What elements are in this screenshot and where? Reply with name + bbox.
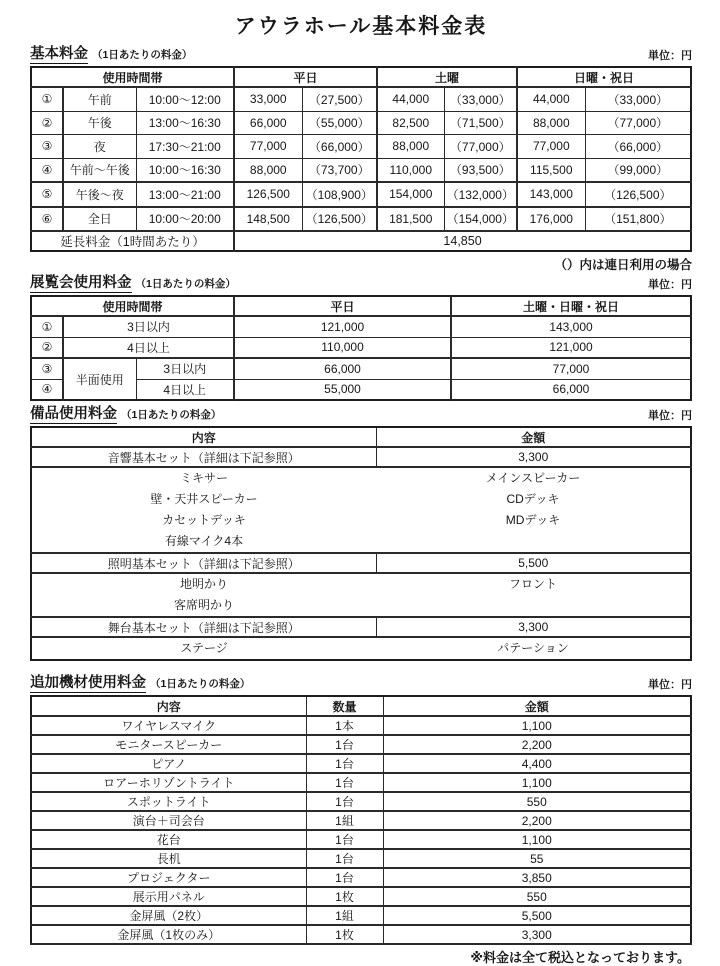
basic-cell-sup: （77,000） [585, 111, 691, 135]
consecutive-day-note: （）内は連日利用の場合 [554, 258, 692, 272]
extension-fee-label: 延長料金（1時間あたり） [31, 231, 234, 251]
basic-cell-sa: 44,000 [377, 87, 444, 111]
weekend-price: 121,000 [451, 337, 691, 358]
set-label: 照明基本セット（詳細は下記参照） [31, 553, 376, 573]
equipment-section-header [30, 406, 692, 424]
basic-cell-no: ④ [31, 158, 63, 182]
additional-cell-item: ロアーホリゾントライト [31, 773, 306, 792]
additional-cell-item: 展示用パネル [31, 887, 306, 906]
basic-row [31, 207, 691, 232]
additional-cell-qty: 1台 [306, 754, 383, 773]
equipment-header-row [31, 427, 691, 447]
basic-cell-wd: 126,500 [234, 182, 302, 207]
equipment-detail-row [31, 637, 691, 660]
additional-row [31, 849, 691, 868]
equipment-fee-section [30, 406, 692, 661]
additional-cell-price: 550 [383, 887, 691, 906]
basic-cell-wdp: （73,700） [302, 158, 377, 182]
equipment-heading-subtext: （1日あたりの料金） [121, 409, 222, 421]
detail-right-cell [376, 467, 691, 553]
equipment-detail-row [31, 573, 691, 617]
col-header-weekday: 平日 [234, 67, 377, 87]
detail-item: 客席明かり [173, 598, 234, 612]
basic-cell-wdp: （66,000） [302, 135, 377, 159]
basic-cell-su: 143,000 [517, 182, 585, 207]
additional-row [31, 754, 691, 773]
extension-fee-row [31, 231, 691, 251]
exhibition-heading-subtext: （1日あたりの料金） [135, 278, 236, 290]
additional-cell-qty: 1台 [306, 830, 383, 849]
basic-fee-table [30, 66, 692, 252]
set-price: 5,500 [376, 553, 691, 573]
basic-cell-name: 午前 [63, 87, 136, 111]
exhibition-fee-section [30, 275, 692, 401]
basic-fee-section [30, 46, 692, 273]
detail-item: 有線マイク4本 [164, 534, 244, 548]
detail-item: ステージ [180, 641, 228, 655]
additional-fee-section [30, 675, 692, 966]
basic-cell-sa: 181,500 [377, 207, 444, 232]
basic-heading-subtext: （1日あたりの料金） [92, 49, 193, 61]
basic-cell-time: 13:00～16:30 [136, 111, 234, 135]
basic-cell-sa: 110,000 [377, 158, 444, 182]
basic-cell-name: 全日 [63, 207, 136, 232]
weekday-price: 121,000 [234, 316, 451, 337]
basic-cell-su: 115,500 [517, 158, 585, 182]
exhibition-section-header [30, 275, 692, 293]
basic-cell-sup: （66,000） [585, 135, 691, 159]
equipment-detail-row [31, 467, 691, 553]
basic-cell-wdp: （126,500） [302, 207, 377, 232]
equipment-fee-table [30, 426, 692, 661]
set-price: 3,300 [376, 617, 691, 637]
detail-item: メインスピーカー [485, 471, 581, 485]
extension-fee-value: 14,850 [234, 231, 691, 251]
basic-cell-su: 88,000 [517, 111, 585, 135]
weekend-price: 143,000 [451, 316, 691, 337]
row-number: ④ [31, 379, 63, 400]
additional-cell-qty: 1台 [306, 849, 383, 868]
row-number: ① [31, 316, 63, 337]
col-header-price: 金額 [376, 427, 691, 447]
basic-heading-text: 基本料金 [30, 46, 88, 62]
basic-cell-wd: 33,000 [234, 87, 302, 111]
additional-cell-item: モニタースピーカー [31, 735, 306, 754]
period-label: 3日以内 [63, 316, 234, 337]
additional-cell-qty: 1組 [306, 811, 383, 830]
exhibition-section-heading [30, 275, 236, 293]
col-header-weekday: 平日 [234, 296, 451, 316]
basic-cell-wd: 148,500 [234, 207, 302, 232]
additional-cell-item: 長机 [31, 849, 306, 868]
detail-left-cell [31, 637, 376, 660]
half-floor-label: 半面使用 [63, 358, 136, 400]
additional-cell-item: 金屏風（1枚のみ） [31, 925, 306, 944]
basic-header-row [31, 67, 691, 87]
set-price: 3,300 [376, 447, 691, 467]
exhibition-row [31, 358, 691, 379]
additional-row [31, 735, 691, 754]
basic-cell-sa: 154,000 [377, 182, 444, 207]
basic-row [31, 111, 691, 135]
basic-cell-su: 176,000 [517, 207, 585, 232]
additional-cell-item: 演台＋司会台 [31, 811, 306, 830]
equipment-heading-text: 備品使用料金 [30, 406, 117, 422]
basic-row [31, 182, 691, 207]
basic-cell-wd: 88,000 [234, 158, 302, 182]
basic-cell-no: ② [31, 111, 63, 135]
period-label: 4日以上 [136, 379, 234, 400]
additional-section-heading [30, 675, 250, 693]
additional-section-header [30, 675, 692, 693]
detail-item: CDデッキ [506, 492, 560, 506]
additional-heading-text: 追加機材使用料金 [30, 675, 146, 691]
set-label: 音響基本セット（詳細は下記参照） [31, 447, 376, 467]
basic-section-header [30, 46, 692, 64]
additional-heading-subtext: （1日あたりの料金） [150, 678, 251, 690]
page-title: アウラホール基本料金表 [234, 15, 488, 38]
basic-cell-no: ⑤ [31, 182, 63, 207]
additional-cell-price: 3,300 [383, 925, 691, 944]
col-header-content: 内容 [31, 696, 306, 716]
equipment-section-heading [30, 406, 221, 424]
basic-cell-wdp: （55,000） [302, 111, 377, 135]
basic-cell-wd: 77,000 [234, 135, 302, 159]
col-header-sunday-holiday: 日曜・祝日 [517, 67, 691, 87]
exhibition-row [31, 337, 691, 358]
detail-item: フロント [508, 577, 557, 591]
exhibition-fee-table [30, 295, 692, 401]
weekend-price: 77,000 [451, 358, 691, 379]
basic-cell-su: 44,000 [517, 87, 585, 111]
basic-row [31, 87, 691, 111]
additional-cell-price: 2,200 [383, 735, 691, 754]
basic-cell-time: 10:00～16:30 [136, 158, 234, 182]
basic-cell-sup: （126,500） [585, 182, 691, 207]
basic-cell-wd: 66,000 [234, 111, 302, 135]
detail-left-cell [31, 573, 376, 617]
basic-cell-sup: （33,000） [585, 87, 691, 111]
basic-cell-sap: （77,000） [444, 135, 517, 159]
unit-label-additional: 単位：円 [648, 679, 692, 691]
basic-cell-time: 10:00～20:00 [136, 207, 234, 232]
additional-cell-qty: 1台 [306, 792, 383, 811]
detail-right-cell [376, 637, 691, 660]
row-number: ② [31, 337, 63, 358]
additional-cell-qty: 1本 [306, 716, 383, 735]
row-number: ③ [31, 358, 63, 379]
basic-row [31, 135, 691, 159]
weekday-price: 55,000 [234, 379, 451, 400]
basic-cell-sa: 82,500 [377, 111, 444, 135]
basic-cell-sa: 88,000 [377, 135, 444, 159]
basic-cell-no: ③ [31, 135, 63, 159]
basic-cell-sap: （93,500） [444, 158, 517, 182]
additional-cell-qty: 1台 [306, 735, 383, 754]
basic-cell-sap: （33,000） [444, 87, 517, 111]
additional-row [31, 887, 691, 906]
basic-cell-su: 77,000 [517, 135, 585, 159]
detail-item: MDデッキ [505, 513, 561, 527]
additional-cell-qty: 1台 [306, 773, 383, 792]
additional-cell-price: 1,100 [383, 773, 691, 792]
basic-cell-no: ① [31, 87, 63, 111]
detail-item: 地明かり [179, 577, 228, 591]
additional-fee-table [30, 695, 692, 945]
additional-cell-price: 2,200 [383, 811, 691, 830]
additional-cell-price: 550 [383, 792, 691, 811]
unit-label-basic: 単位：円 [648, 50, 692, 62]
basic-cell-wdp: （27,500） [302, 87, 377, 111]
col-header-time-slot: 使用時間帯 [31, 67, 234, 87]
weekday-price: 66,000 [234, 358, 451, 379]
additional-cell-price: 4,400 [383, 754, 691, 773]
additional-cell-qty: 1組 [306, 906, 383, 925]
detail-item: カセットデッキ [162, 513, 246, 527]
additional-cell-price: 3,850 [383, 868, 691, 887]
additional-cell-item: スポットライト [31, 792, 306, 811]
basic-cell-sup: （99,000） [585, 158, 691, 182]
additional-cell-qty: 1台 [306, 868, 383, 887]
additional-row [31, 925, 691, 944]
exhibition-heading-text: 展覧会使用料金 [30, 275, 132, 291]
additional-cell-price: 1,100 [383, 716, 691, 735]
col-header-saturday: 土曜 [377, 67, 517, 87]
additional-cell-item: ピアノ [31, 754, 306, 773]
detail-item: 壁・天井スピーカー [150, 492, 258, 506]
col-header-quantity: 数量 [306, 696, 383, 716]
basic-cell-time: 13:00～21:00 [136, 182, 234, 207]
period-label: 3日以内 [136, 358, 234, 379]
basic-cell-name: 夜 [63, 135, 136, 159]
unit-label-equipment: 単位：円 [648, 410, 692, 422]
exhibition-row [31, 316, 691, 337]
basic-cell-name: 午前～午後 [63, 158, 136, 182]
col-header-content: 内容 [31, 427, 376, 447]
additional-cell-price: 5,500 [383, 906, 691, 925]
equipment-set-row [31, 617, 691, 637]
col-header-weekend-holiday: 土曜・日曜・祝日 [451, 296, 691, 316]
additional-cell-item: 花台 [31, 830, 306, 849]
additional-cell-qty: 1枚 [306, 925, 383, 944]
basic-cell-name: 午後 [63, 111, 136, 135]
basic-cell-no: ⑥ [31, 207, 63, 232]
additional-header-row [31, 696, 691, 716]
basic-row [31, 158, 691, 182]
additional-cell-price: 55 [383, 849, 691, 868]
additional-row [31, 792, 691, 811]
additional-cell-qty: 1枚 [306, 887, 383, 906]
equipment-set-row [31, 447, 691, 467]
basic-cell-time: 17:30～21:00 [136, 135, 234, 159]
col-header-price: 金額 [383, 696, 691, 716]
tax-included-note: ※料金は全て税込となっております。 [470, 950, 690, 965]
basic-cell-sap: （132,000） [444, 182, 517, 207]
basic-cell-sap: （154,000） [444, 207, 517, 232]
additional-row [31, 811, 691, 830]
basic-section-heading [30, 46, 192, 64]
additional-row [31, 868, 691, 887]
weekend-price: 66,000 [451, 379, 691, 400]
col-header-time-slot: 使用時間帯 [31, 296, 234, 316]
additional-row [31, 716, 691, 735]
additional-cell-price: 1,100 [383, 830, 691, 849]
additional-cell-item: プロジェクター [31, 868, 306, 887]
additional-row [31, 773, 691, 792]
basic-cell-sap: （71,500） [444, 111, 517, 135]
weekday-price: 110,000 [234, 337, 451, 358]
additional-row [31, 906, 691, 925]
detail-right-cell [376, 573, 691, 617]
equipment-set-row [31, 553, 691, 573]
exhibition-header-row [31, 296, 691, 316]
additional-cell-item: ワイヤレスマイク [31, 716, 306, 735]
additional-cell-item: 金屏風（2枚） [31, 906, 306, 925]
detail-item: ミキサー [179, 471, 228, 485]
period-label: 4日以上 [63, 337, 234, 358]
unit-label-exhibition: 単位：円 [648, 279, 692, 291]
additional-row [31, 830, 691, 849]
basic-cell-wdp: （108,900） [302, 182, 377, 207]
basic-cell-name: 午後～夜 [63, 182, 136, 207]
detail-item: パテーション [497, 641, 569, 655]
basic-cell-sup: （151,800） [585, 207, 691, 232]
detail-left-cell [31, 467, 376, 553]
basic-cell-time: 10:00～12:00 [136, 87, 234, 111]
set-label: 舞台基本セット（詳細は下記参照） [31, 617, 376, 637]
